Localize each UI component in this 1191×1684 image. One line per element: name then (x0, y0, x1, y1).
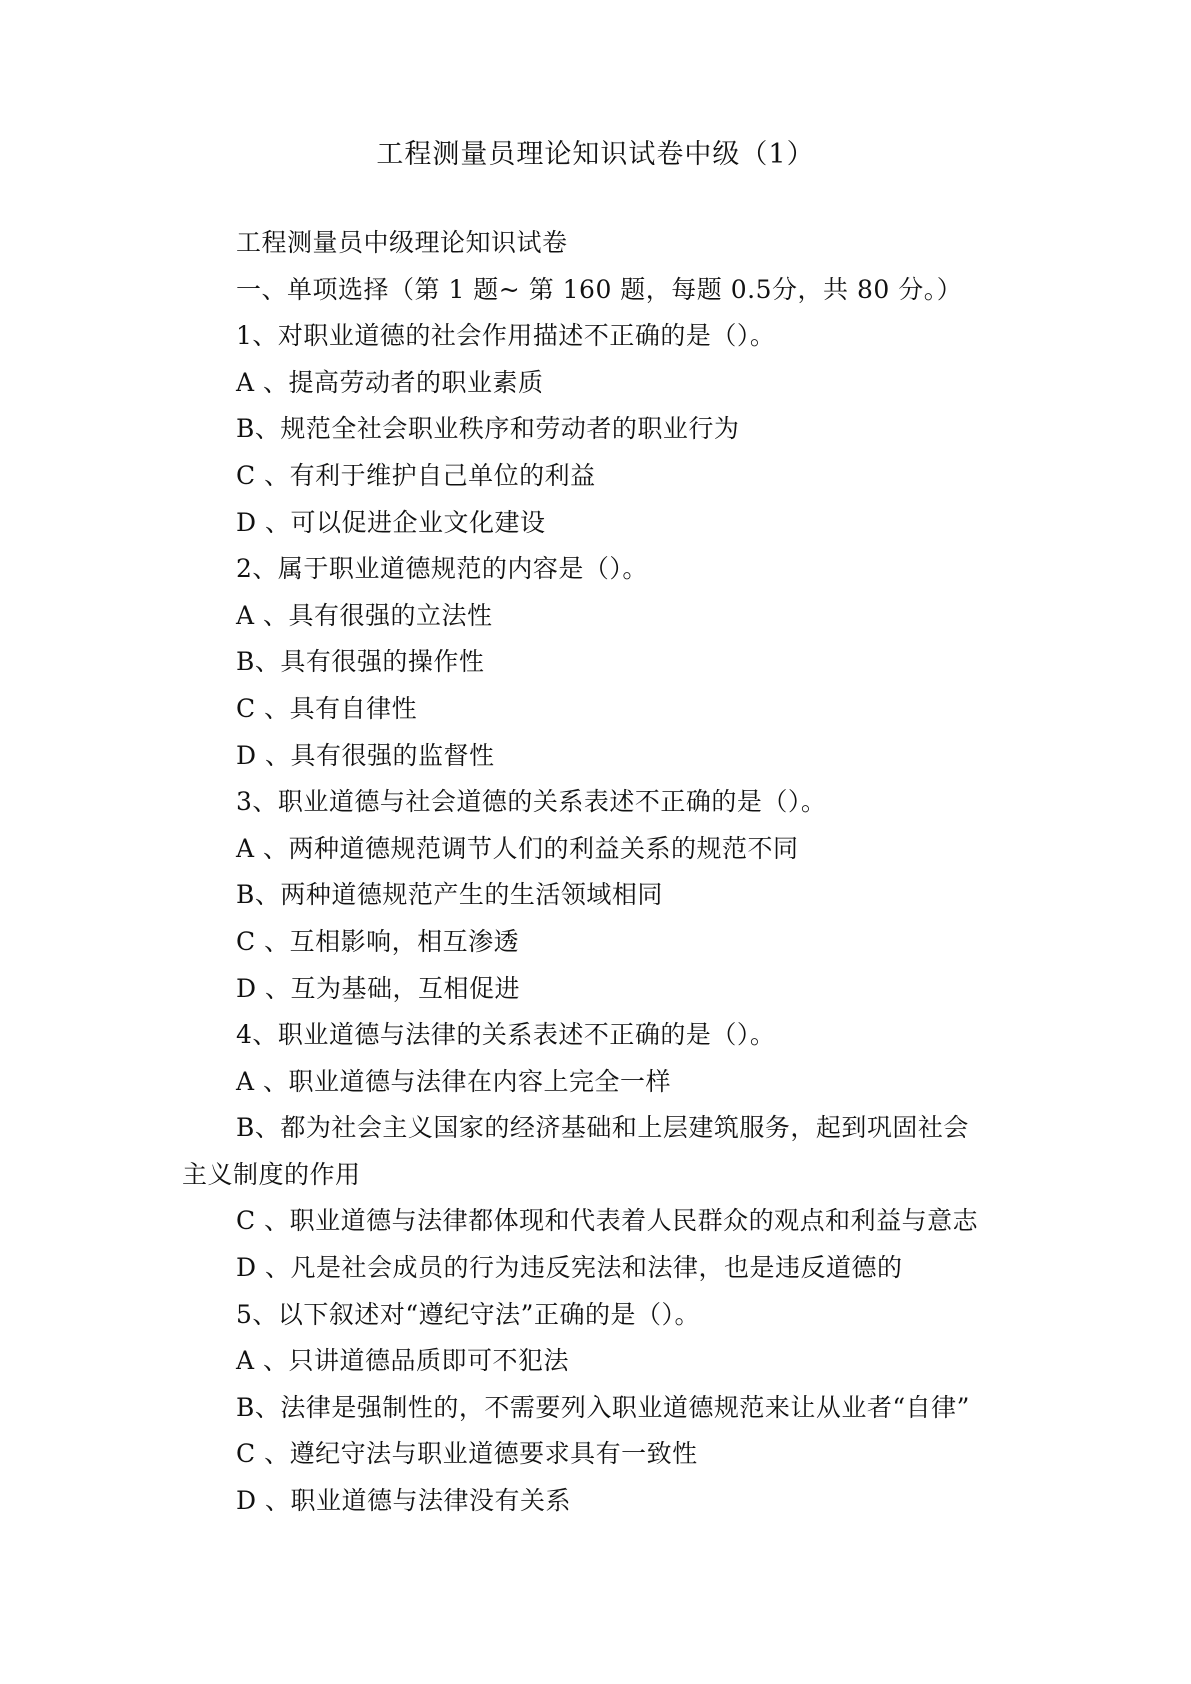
question-stem: 3、职业道德与社会道德的关系表述不正确的是（）。 (236, 787, 827, 817)
question-option: C 、职业道德与法律都体现和代表着人民群众的观点和利益与意志 (236, 1206, 979, 1236)
exam-subtitle: 工程测量员中级理论知识试卷 (236, 228, 568, 257)
question-stem: 4、职业道德与法律的关系表述不正确的是（）。 (236, 1020, 776, 1050)
question-option: D 、职业道德与法律没有关系 (236, 1486, 571, 1516)
question-option: D 、互为基础，互相促进 (236, 973, 520, 1003)
question-option: A 、只讲道德品质即可不犯法 (236, 1346, 570, 1376)
section-heading: 一、单项选择（第 1 题~ 第 160 题，每题 0.5分，共 80 分。） (236, 274, 963, 304)
question-stem: 2、属于职业道德规范的内容是（）。 (236, 554, 648, 584)
question-option: A 、两种道德规范调节人们的利益关系的规范不同 (236, 833, 799, 863)
question-stem: 1、对职业道德的社会作用描述不正确的是（）。 (236, 321, 776, 351)
question-option: A 、提高劳动者的职业素质 (236, 367, 544, 397)
question-option: C 、互相影响，相互渗透 (236, 926, 520, 956)
question-option: B、具有很强的操作性 (236, 647, 485, 677)
question-option: A 、具有很强的立法性 (236, 600, 493, 630)
document-body (182, 220, 1032, 1525)
question-option: B、规范全社会职业秩序和劳动者的职业行为 (236, 414, 740, 444)
question-option: D 、凡是社会成员的行为违反宪法和法律，也是违反道德的 (236, 1253, 903, 1283)
document-title: 工程测量员理论知识试卷中级（1） (376, 139, 815, 170)
question-option: D 、具有很强的监督性 (236, 740, 495, 770)
question-option: B、都为社会主义国家的经济基础和上层建筑服务，起到巩固社会 (236, 1113, 969, 1143)
question-option: D 、可以促进企业文化建设 (236, 507, 546, 537)
question-option: A 、职业道德与法律在内容上完全一样 (236, 1066, 672, 1096)
question-option-continuation: 主义制度的作用 (182, 1159, 361, 1189)
question-option: B、法律是强制性的，不需要列入职业道德规范来让从业者“自律” (236, 1392, 970, 1422)
question-option: C 、具有自律性 (236, 693, 418, 723)
question-stem: 5、以下叙述对“遵纪守法”正确的是（）。 (236, 1299, 700, 1329)
question-option: B、两种道德规范产生的生活领域相同 (236, 880, 663, 910)
question-option: C 、遵纪守法与职业道德要求具有一致性 (236, 1439, 698, 1469)
question-option: C 、有利于维护自己单位的利益 (236, 460, 596, 490)
